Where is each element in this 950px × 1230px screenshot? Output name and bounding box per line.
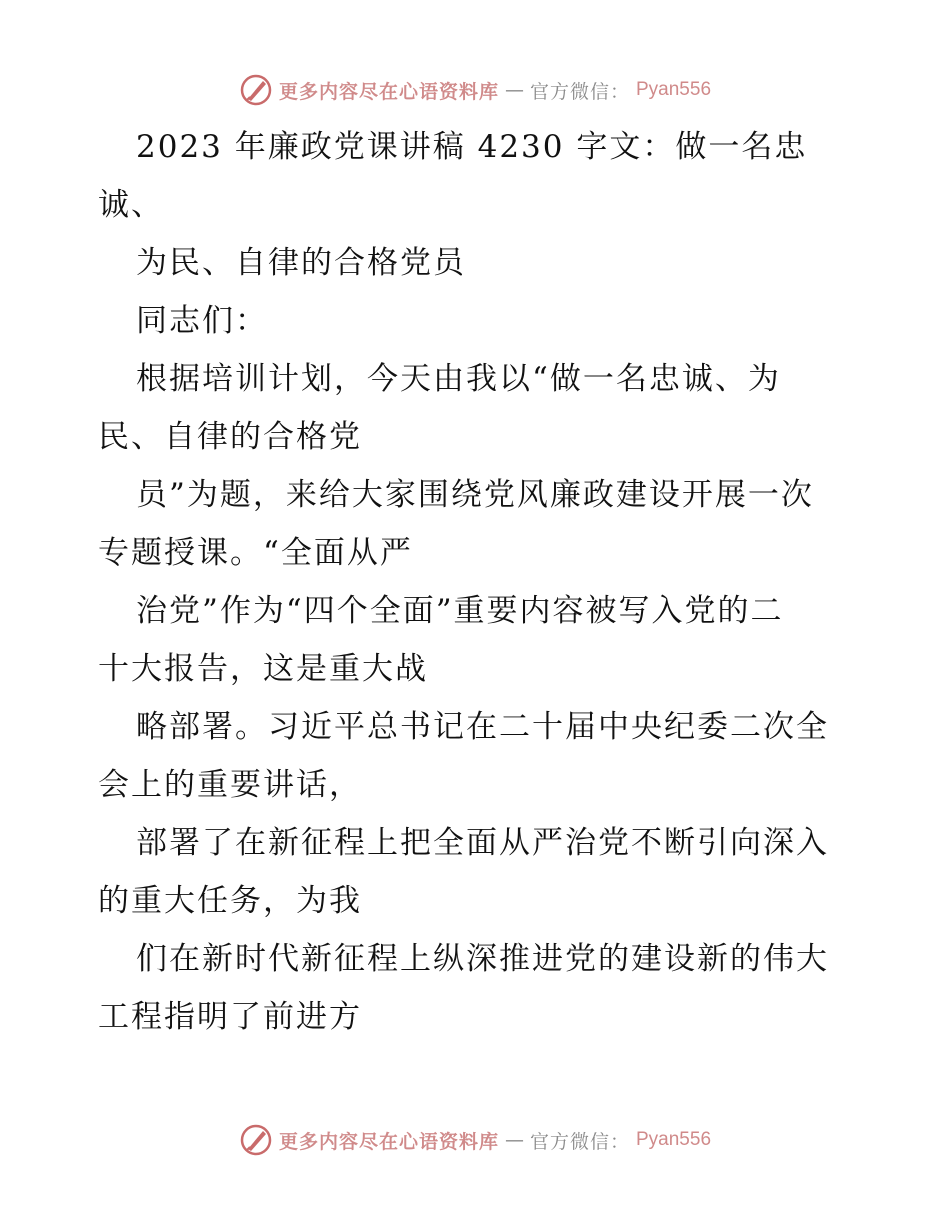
body-line: 诚、 <box>98 187 164 223</box>
body-line: 部署了在新征程上把全面从严治党不断引向深入 <box>136 825 829 861</box>
body-line: 会上的重要讲话， <box>98 767 362 803</box>
body-line: 工程指明了前进方 <box>98 999 362 1035</box>
body-line: 略部署。习近平总书记在二十届中央纪委二次全 <box>136 709 829 745</box>
body-line: 员”为题，来给大家围绕党风廉政建设开展一次 <box>136 477 814 513</box>
body-line: 2023 年廉政党课讲稿 4230 字文：做一名忠 <box>136 129 808 165</box>
watermark-dash: — <box>504 1129 524 1151</box>
header-watermark <box>0 70 950 110</box>
footer-watermark <box>0 1120 950 1160</box>
watermark-id: Pyan556 <box>636 79 712 100</box>
watermark-text: 更多内容尽在心语资料库 <box>278 1130 499 1153</box>
document-body <box>98 118 858 1046</box>
body-line: 们在新时代新征程上纵深推进党的建设新的伟大 <box>136 941 829 977</box>
watermark-dash: — <box>504 79 524 101</box>
watermark-subtext: 官方微信： <box>529 80 630 103</box>
body-line: 十大报告，这是重大战 <box>98 651 428 687</box>
body-line: 的重大任务，为我 <box>98 883 362 919</box>
body-line: 根据培训计划，今天由我以“做一名忠诚、为 <box>136 361 781 397</box>
watermark-subtext: 官方微信： <box>529 1130 630 1153</box>
body-line: 专题授课。“全面从严 <box>98 535 413 571</box>
quill-logo-icon <box>239 73 273 107</box>
watermark-id: Pyan556 <box>636 1129 712 1150</box>
quill-logo-icon <box>239 1123 273 1157</box>
body-line: 为民、自律的合格党员 <box>136 245 466 281</box>
watermark-text: 更多内容尽在心语资料库 <box>278 80 499 103</box>
body-line: 治党”作为“四个全面”重要内容被写入党的二 <box>136 593 784 629</box>
body-line: 民、自律的合格党 <box>98 419 362 455</box>
body-line: 同志们： <box>136 303 268 339</box>
